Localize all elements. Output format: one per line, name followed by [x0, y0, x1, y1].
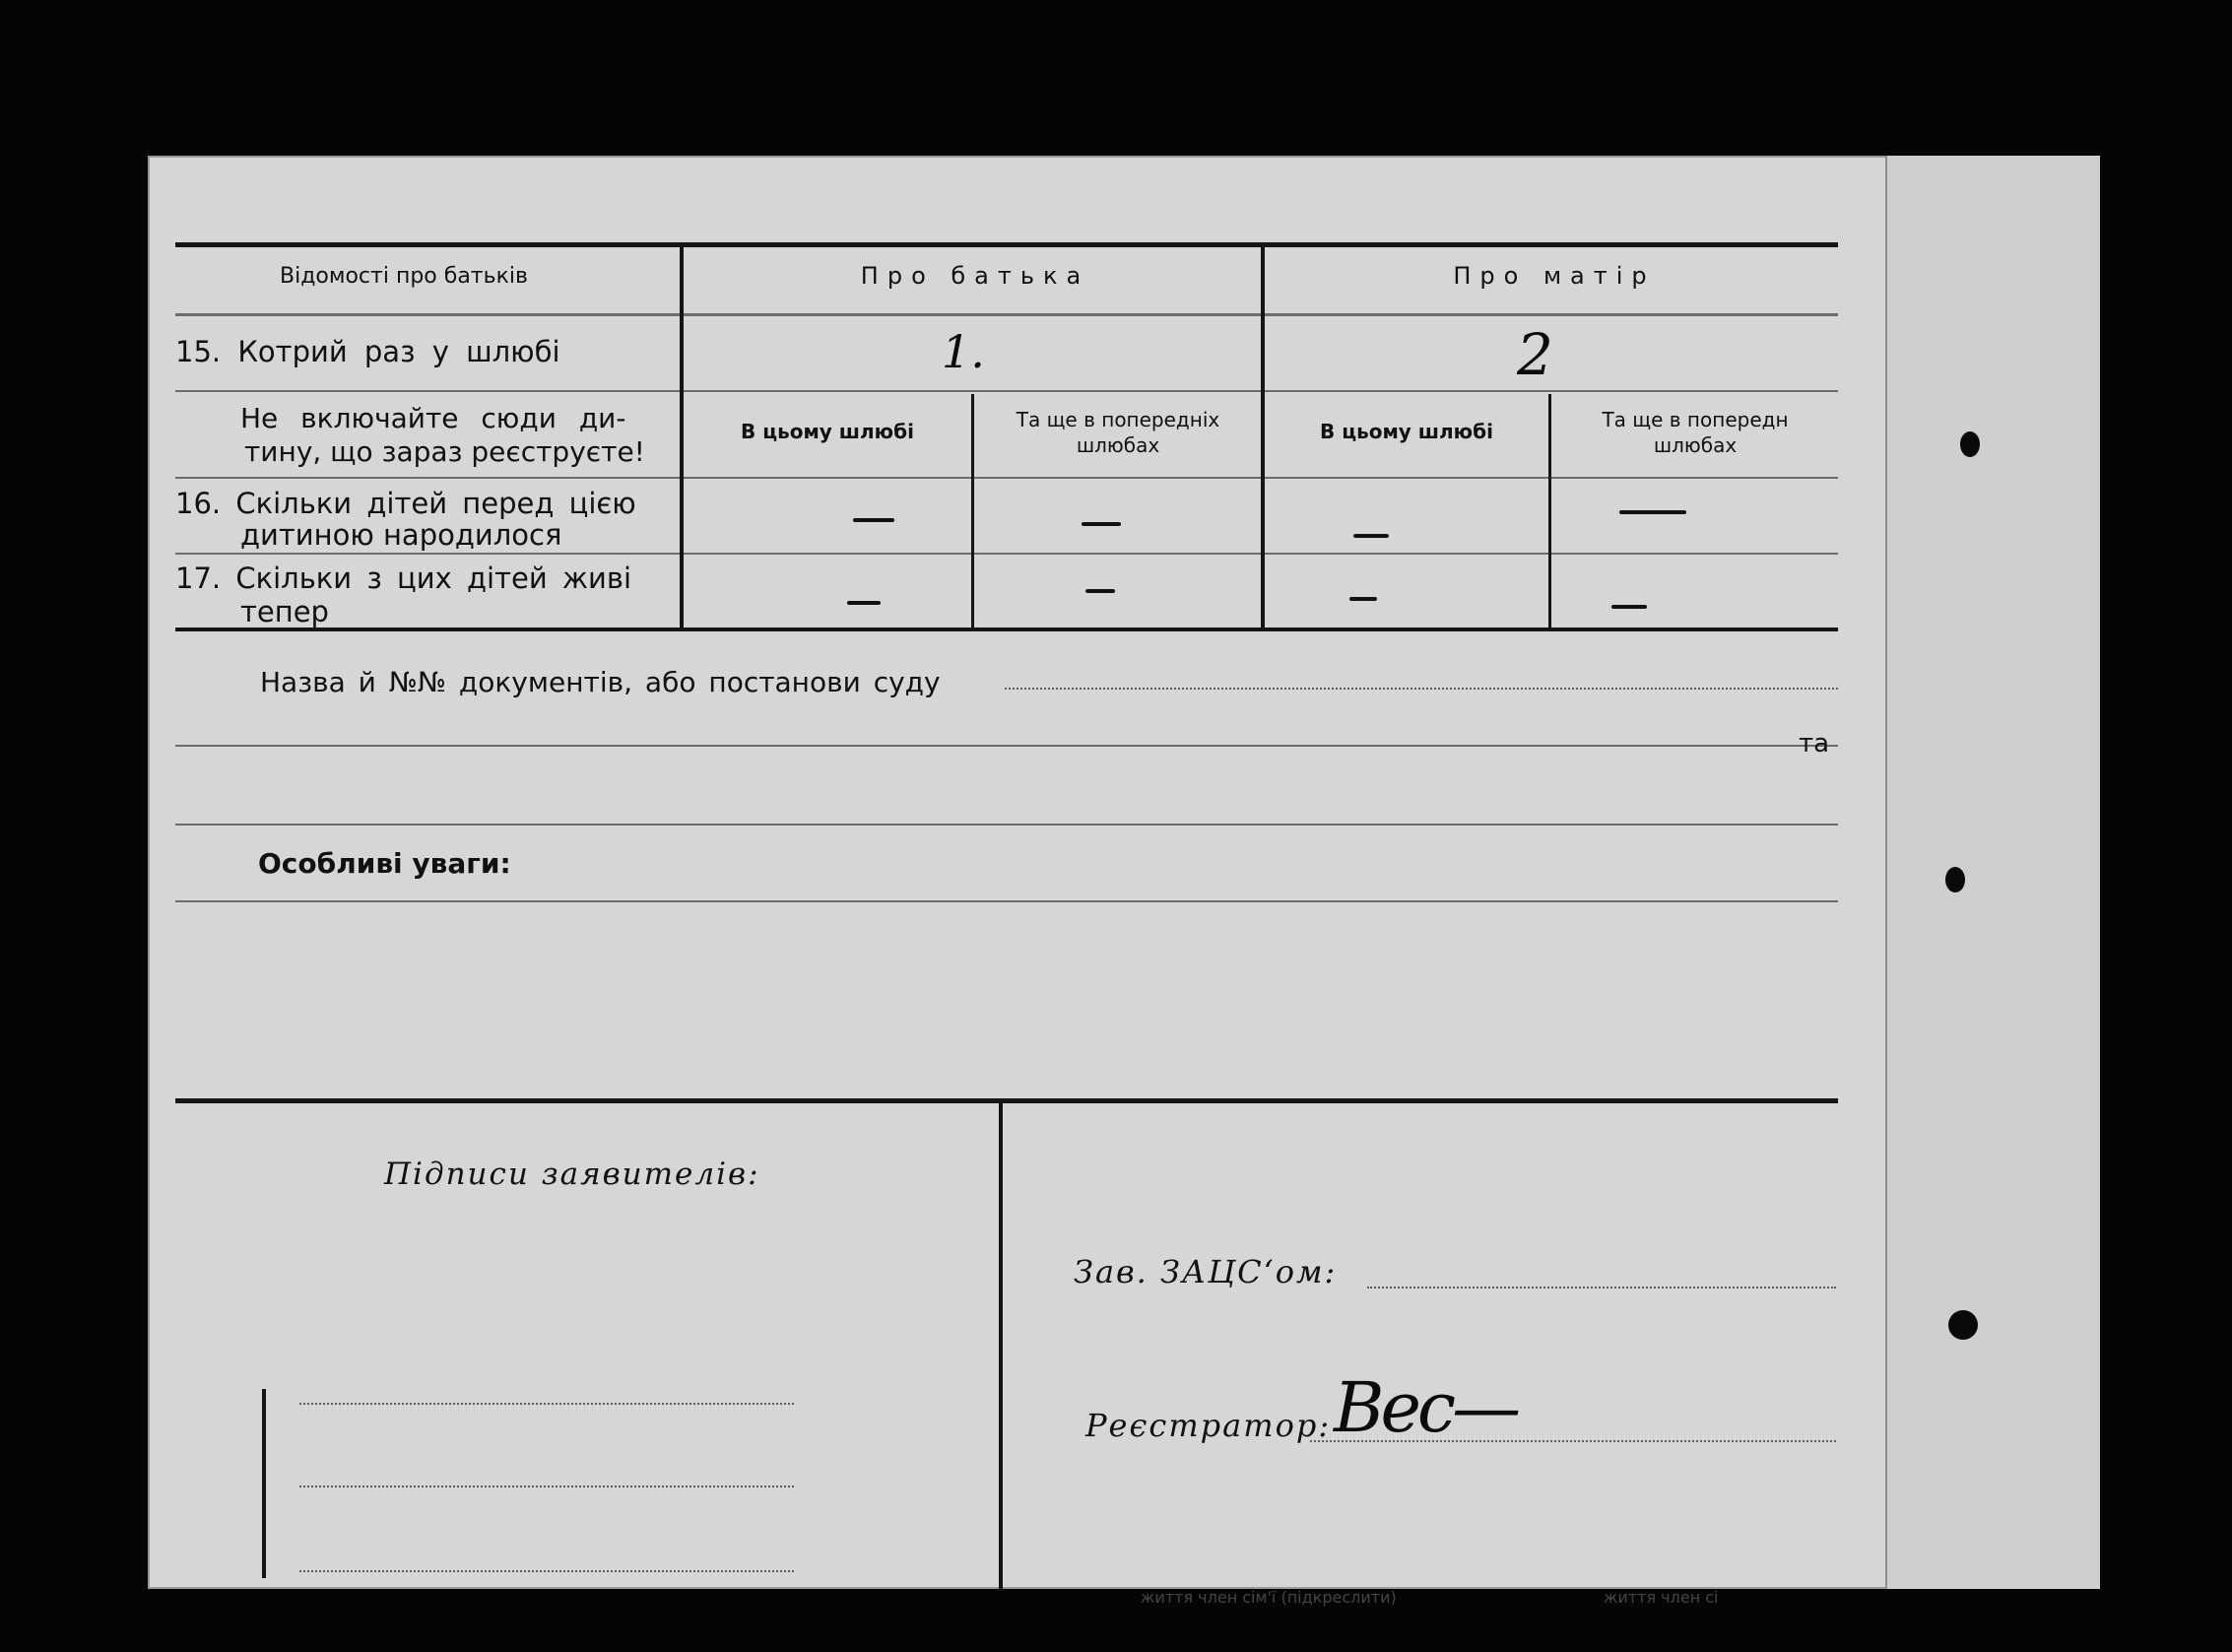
row17-father-prev-dash [1085, 589, 1115, 593]
applicants-signatures-label: Підписи заявителів: [384, 1156, 760, 1192]
documents-label: Назва й №№ документів, або постанови суду [260, 666, 941, 698]
documents-edge-text: та [1799, 729, 1830, 759]
row17-label-line1: 17. Скільки з цих дітей живі [175, 562, 632, 595]
row16-father-prev-dash [1082, 522, 1121, 526]
row16-mother-this-dash [1353, 534, 1389, 538]
row15-label: 15. Котрий раз у шлюбі [175, 335, 560, 368]
father-column-header: Про батька [860, 262, 1090, 290]
row15-mother-value: 2 [1517, 321, 1553, 388]
notes-line [175, 900, 1838, 902]
documents-line-3 [175, 824, 1838, 826]
row17-mother-this-dash [1349, 597, 1377, 601]
father-prev-marriages-header-2: шлюбах [1076, 433, 1160, 457]
table-divider-mother-sub [1548, 394, 1551, 628]
table-top-rule [175, 242, 1838, 247]
documents-dotted-line [1005, 688, 1838, 690]
table-header-label: Відомості про батьків [280, 264, 528, 289]
mother-this-marriage-header: В цьому шлюбі [1320, 420, 1493, 443]
row16-label-line1: 16. Скільки дітей перед цією [175, 487, 636, 520]
special-notes-label: Особливі уваги: [258, 847, 511, 880]
documents-line-2 [175, 745, 1838, 747]
header-bottom-rule [175, 313, 1838, 316]
mother-column-header: Про матір [1453, 262, 1656, 290]
signatures-top-rule [175, 1098, 1838, 1103]
row16-father-this-dash [853, 518, 894, 522]
applicant-signature-line-3 [299, 1570, 794, 1572]
row15-bottom-rule [175, 390, 1838, 392]
row17-father-this-dash [847, 601, 881, 605]
table-divider-father-sub [971, 394, 974, 628]
head-of-registry-label: Зав. ЗАЦС‘ом: [1074, 1253, 1338, 1290]
signatures-divider [999, 1101, 1003, 1589]
punch-hole [1945, 867, 1965, 892]
row15-father-value: 1. [942, 325, 985, 378]
note-line2: тину, що зараз реєструєте! [244, 435, 645, 468]
punch-hole [1960, 431, 1980, 457]
father-this-marriage-header: В цьому шлюбі [741, 420, 914, 443]
note-line1: Не включайте сюди ди- [240, 402, 626, 434]
applicant-signature-line-2 [299, 1486, 794, 1487]
registrar-label: Реєстратор: [1085, 1407, 1332, 1444]
punch-hole [1948, 1310, 1978, 1340]
row17-label-line2: тепер [240, 595, 329, 628]
registrar-signature: Вес— [1334, 1367, 1518, 1448]
row16-bottom-rule [175, 553, 1838, 555]
table-bottom-rule [175, 628, 1838, 631]
head-signature-line [1367, 1287, 1836, 1289]
applicants-bracket [262, 1389, 266, 1578]
father-prev-marriages-header-1: Та ще в попередніх [1016, 408, 1220, 431]
note-row-bottom-rule [175, 477, 1838, 479]
bottom-stub-text-right: життя член сі [1604, 1588, 1719, 1607]
row16-mother-prev-dash [1619, 510, 1686, 514]
row17-mother-prev-dash [1611, 605, 1647, 609]
bottom-stub-text-left: життя член сім'ї (підкреслити) [1141, 1588, 1397, 1607]
torn-right-strip [1885, 156, 2100, 1589]
mother-prev-marriages-header-1: Та ще в попередн [1602, 408, 1789, 431]
row16-label-line2: дитиною народилося [240, 518, 562, 552]
mother-prev-marriages-header-2: шлюбах [1653, 433, 1738, 457]
applicant-signature-line-1 [299, 1403, 794, 1405]
